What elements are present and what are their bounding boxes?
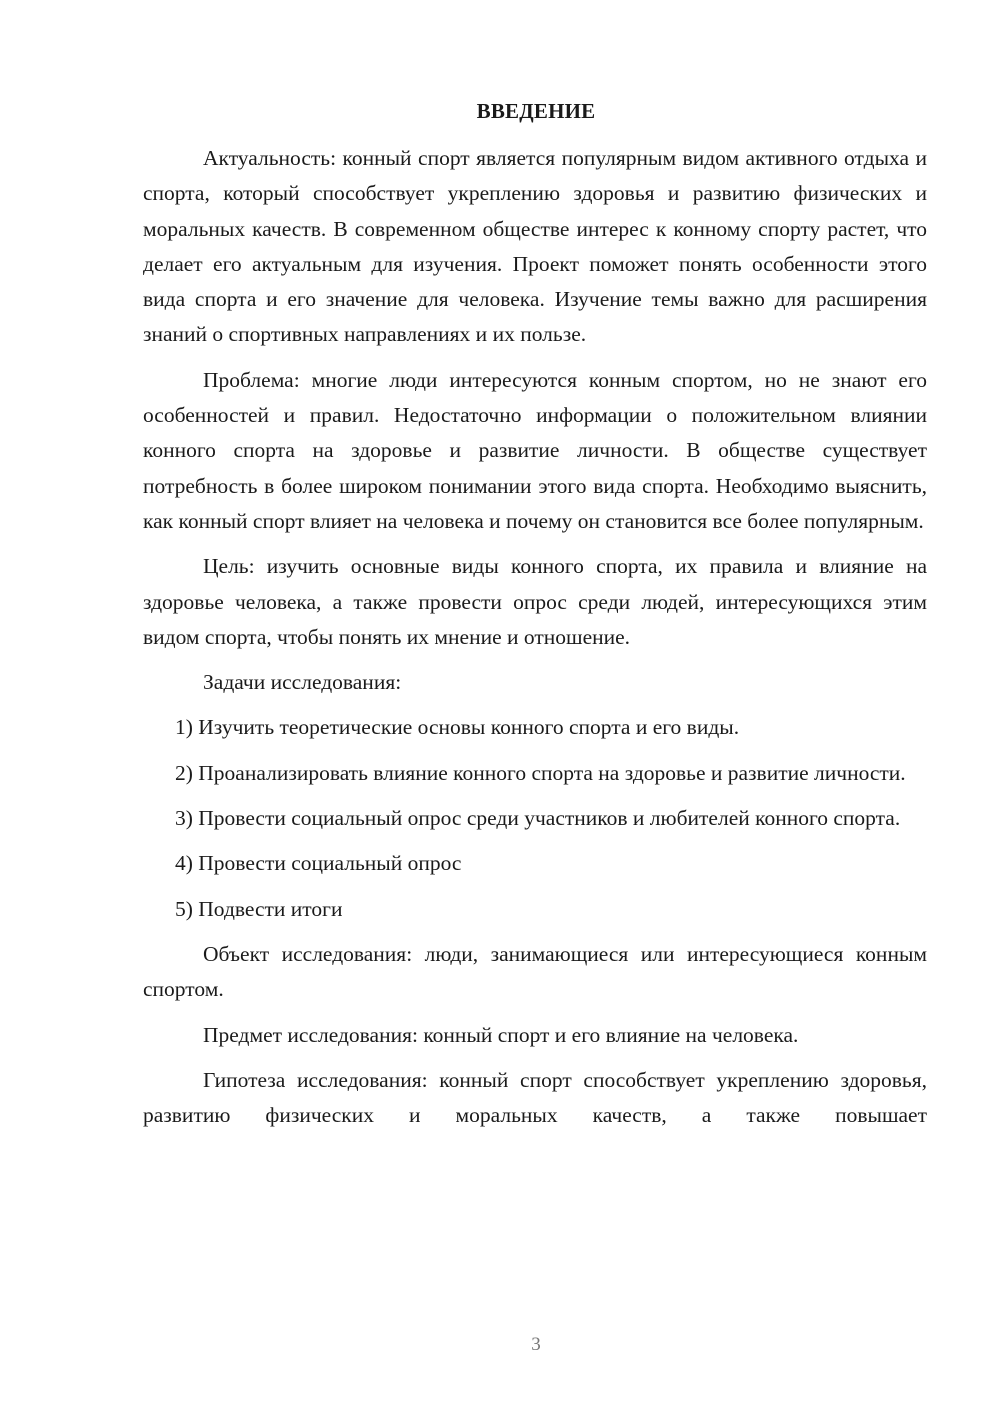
task-item-1: 1) Изучить теоретические основы конного спорта и его виды. [175,715,740,740]
paragraph-hypothesis: Гипотеза исследования: конный спорт способствует укреплению здоровья, развитию физических и моральных качеств, а также повышает [143,1067,927,1128]
page-number: 3 [531,1334,541,1355]
paragraph-subject: Предмет исследования: конный спорт и его влияние на человека. [203,1022,799,1047]
paragraph-relevance: Актуальность: конный спорт является популярным видом активного отдыха и спорта, который способствует укреплению здоровья и развитию физических и моральных качеств. В современном обществе интерес к конному спорту растет, что делает его актуальным для изучения. Проект поможет понять особенности этого вида спорта и его значение для человека. Изучение темы важно для расширения знаний о спортивных направлениях и их пользе. [143,146,927,347]
paragraph-object: Объект исследования: люди, занимающиеся или интересующиеся конным спортом. [143,941,927,1002]
paragraph-problem: Проблема: многие люди интересуются конным спортом, но не знают его особенностей и правил. Недостаточно информации о положительном влиянии конного спорта на здоровье и развитие личности. В обществе существует потребность в более широком понимании этого вида спорта. Необходимо выяснить, как конный спорт влияет на человека и почему он становится все более популярным. [143,367,927,533]
paragraph-tasks-heading: Задачи исследования: [203,670,402,695]
section-title: ВВЕДЕНИЕ [476,99,596,123]
task-item-4: 4) Провести социальный опрос [175,851,462,876]
task-item-2: 2) Проанализировать влияние конного спорта на здоровье и развитие личности. [175,760,906,785]
task-item-5: 5) Подвести итоги [175,896,343,921]
paragraph-goal: Цель: изучить основные виды конного спорта, их правила и влияние на здоровье человека, а также провести опрос среди людей, интересующихся этим видом спорта, чтобы понять их мнение и отношение. [143,554,927,649]
task-item-3: 3) Провести социальный опрос среди участников и любителей конного спорта. [175,806,901,831]
body-text [143,141,927,1143]
